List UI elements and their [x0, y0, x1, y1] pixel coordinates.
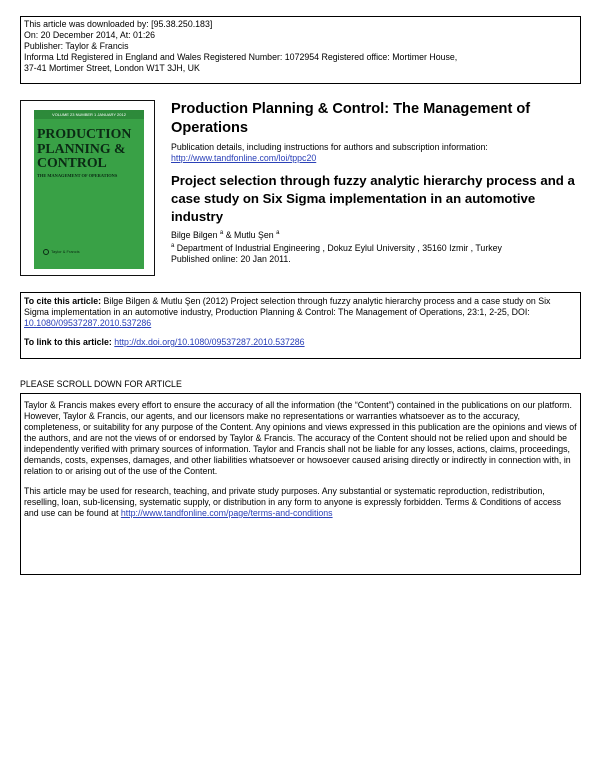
cover-title-line: PLANNING & [37, 140, 126, 156]
download-info-box [20, 16, 581, 84]
citation-box [20, 292, 581, 359]
publisher-logo-icon [43, 249, 49, 255]
publication-details-text: Publication details, including instructions for authors and subscription information: [171, 142, 488, 152]
cover-title-line: PRODUCTION [37, 126, 132, 141]
cover-title [34, 127, 144, 171]
journal-link[interactable]: http://www.tandfonline.com/loi/tppc20 [171, 153, 317, 163]
journal-title: Production Planning & Control: The Management of Operations [171, 101, 531, 136]
download-line-address: 37-41 Mortimer Street, London W1T 3JH, UK [24, 62, 200, 73]
article-url-link[interactable]: http://dx.doi.org/10.1080/09537287.2010.537286 [114, 337, 305, 347]
usage-text: This article may be used for research, teaching, and private study purposes. Any substantial or systematic reproduction, redistribution, reselling, loan, sub-licensing, systematic supply, or distribution in any form to anyone is expressly forbidden. Terms & Conditions of access and use can be found at [24, 486, 562, 518]
affiliation-marker: a [171, 243, 175, 250]
scroll-notice: PLEASE SCROLL DOWN FOR ARTICLE [20, 379, 182, 389]
usage-paragraph [24, 486, 577, 519]
author-name: Bilge Bilgen [171, 230, 218, 240]
author-name: Mutlu Şen [234, 230, 274, 240]
affiliation-text: Department of Industrial Engineering , Dokuz Eylul University , 35160 Izmir , Turkey [176, 243, 502, 253]
disclaimer-box [20, 393, 581, 575]
doi-link[interactable]: 10.1080/09537287.2010.537286 [24, 318, 152, 328]
download-line-ip: This article was downloaded by: [95.38.250.183] [24, 19, 213, 29]
article-title: Project selection through fuzzy analytic hierarchy process and a case study on Six Sigma implementation in an automotive industry [171, 173, 575, 224]
author-separator: & [223, 230, 235, 240]
terms-link[interactable]: http://www.tandfonline.com/page/terms-and-conditions [120, 508, 333, 518]
affiliation [171, 243, 579, 254]
cover-subtitle: THE MANAGEMENT OF OPERATIONS [37, 173, 118, 178]
cite-label: To cite this article: [24, 296, 102, 306]
cite-text: Bilge Bilgen & Mutlu Şen (2012) Project selection through fuzzy analytic hierarchy process and a case study on Six Sigma implementation in an automotive industry, Production Planning & Control: The Management of Operations, 23:1, 2-25, DOI: [24, 296, 551, 317]
cover-strip: VOLUME 23 NUMBER 1 JANUARY 2012 [34, 110, 144, 119]
link-label: To link to this article: [24, 337, 112, 347]
author-affiliation-marker: a [276, 230, 280, 237]
journal-cover-image [20, 100, 155, 276]
cover-title-line: CONTROL [37, 155, 107, 170]
author-affiliation-marker: a [219, 230, 224, 237]
publication-details [171, 142, 579, 164]
published-date: Published online: 20 Jan 2011. [171, 254, 291, 264]
download-line-date: On: 20 December 2014, At: 01:26 [24, 29, 156, 40]
download-line-publisher: Publisher: Taylor & Francis [24, 40, 129, 51]
article-header [20, 100, 581, 276]
article-link [24, 337, 577, 348]
header-text [171, 100, 579, 265]
publisher-logo-text: Taylor & Francis [51, 249, 80, 255]
disclaimer-paragraph: Taylor & Francis makes every effort to ensure the accuracy of all the information (the “Content”) contained in the publications on our platform. However, Taylor & Francis, our agents, and our licensors make no representations or warranties whatsoever as to the accuracy, completeness, or suitability for any purpose of the Content. Any opinions and views expressed in this publication are the opinions and views of the authors, and are not the views of or endorsed by Taylor & Francis. The accuracy of the Content should not be relied upon and should be independently verified with primary sources of information. Taylor and Francis shall not be liable for any losses, actions, claims, proceedings, demands, costs, expenses, damages, and other liabilities whatsoever or howsoever caused arising directly or indirectly in connection with, in relation to or arising out of the use of the Content. [24, 400, 577, 476]
cover-publisher-logo [43, 249, 80, 255]
citation [24, 296, 577, 329]
authors [171, 230, 579, 241]
download-line-registration: Informa Ltd Registered in England and Wales Registered Number: 1072954 Registered office: Mortimer House, [24, 51, 458, 62]
